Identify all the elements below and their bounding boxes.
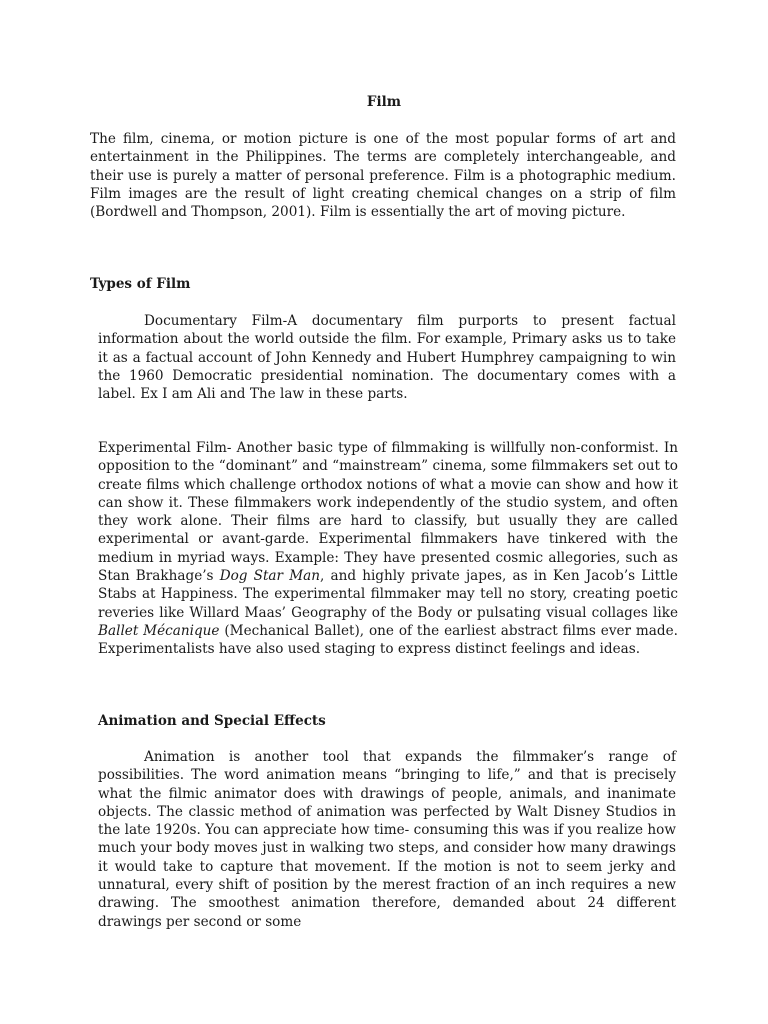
animation-paragraph: Animation is another tool that expands the filmmaker’s range of possibilities. The word animation means “bringing to life,” and that is precisely what the filmic animator does with drawings of people, animals, and inanimate objects. The classic method of animation was perfected by Walt Disney Studios in the late 1920s. You can appreciate how time- consuming this was if you realize how much your body moves just in walking two steps, and consider how many drawings it would take to capture that movement. If the motion is not to seem jerky and unnatural, every shift of position by the merest fraction of an inch requires a new drawing. The smoothest animation therefore, demanded about 24 different drawings per second or some (98, 749, 676, 930)
experimental-paragraph (98, 439, 678, 659)
intro-paragraph: The film, cinema, or motion picture is one of the most popular forms of art and entertainment in the Philippines. The terms are completely interchangeable, and their use is purely a matter of personal preference. Film is a photographic medium. Film images are the result of light creating chemical changes on a strip of film (Bordwell and Thompson, 2001). Film is essentially the art of moving picture. (90, 131, 676, 221)
documentary-paragraph: Documentary Film-A documentary film purports to present factual information about the world outside the film. For example, Primary asks us to take it as a factual account of John Kennedy and Hubert Humphrey campaigning to win the 1960 Democratic presidential nomination. The documentary comes with a label. Ex I am Ali and The law in these parts. (98, 313, 676, 403)
experimental-text-3: (Mechanical Ballet), one of the earliest abstract films ever made. Experimentalists have also used staging to express distinct feelings and ideas. (98, 622, 678, 658)
types-of-film-heading: Types of Film (90, 276, 191, 292)
page-title: Film (366, 94, 402, 110)
experimental-text-1: Experimental Film- Another basic type of filmmaking is willfully non-conformist. In opposition to the “dominant” and “mainstream” cinema, some filmmakers set out to create films which challenge orthodox notions of what a movie can show and how it can show it. These filmmakers work independently of the studio system, and often they work alone. Their films are hard to classify, but usually they are called experimental or avant-garde. Experimental filmmakers have tinkered with the medium in myriad ways. Example: They have presented cosmic allegories, such as Stan Brakhage’s (98, 440, 678, 585)
ballet-mecanique-title: Ballet Mécanique (98, 622, 220, 639)
dog-star-man-title: Dog Star Man (219, 568, 320, 585)
experimental-text-2: , and highly private japes, as in Ken Jacob’s Little Stabs at Happiness. The experimental filmmaker may tell no story, creating poetic reveries like Willard Maas’ Geography of the Body or pulsating visual collages like (98, 568, 678, 621)
animation-heading: Animation and Special Effects (98, 713, 326, 729)
